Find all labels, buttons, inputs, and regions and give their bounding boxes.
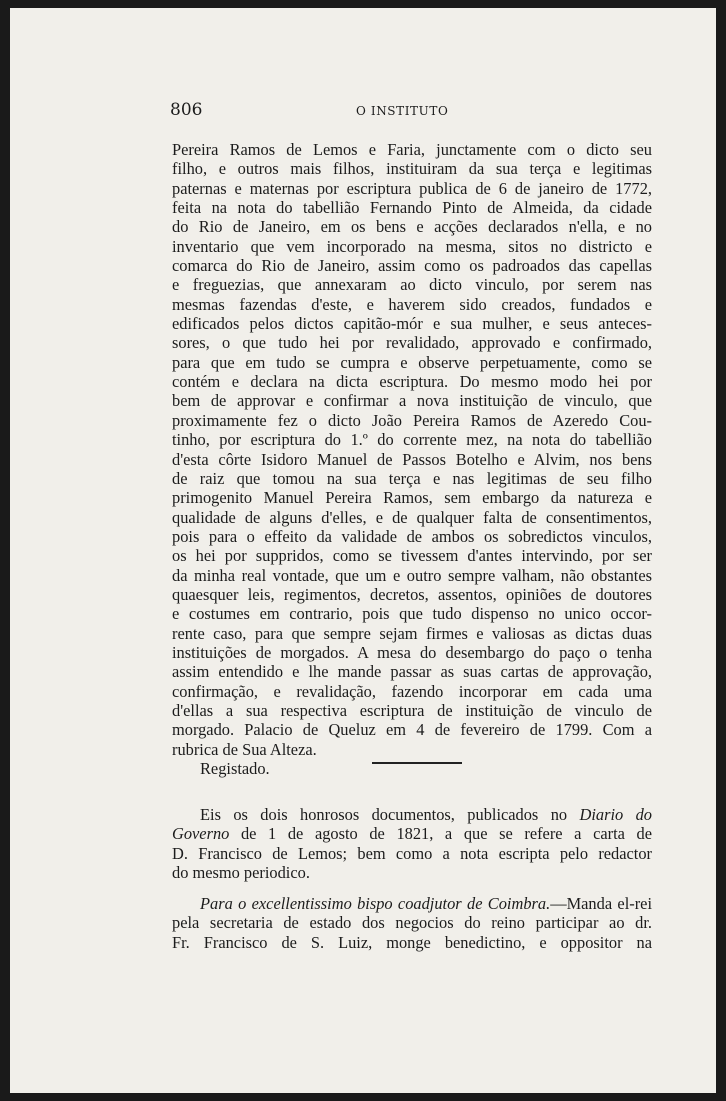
text-line: D. Francisco de Lemos; bem como a nota escripta pelo redactor bbox=[172, 843, 652, 863]
text-line: d'ellas a sua respectiva escriptura de instituição de vinculo de bbox=[172, 700, 652, 720]
text-line: edificados pelos dictos capitão-mór e sua mulher, e seus anteces- bbox=[172, 314, 652, 334]
text-line: inventario que vem incorporado na mesma, sitos no districto e bbox=[172, 236, 652, 256]
section-divider bbox=[372, 762, 462, 764]
text-line: assim entendido e lhe mande passar as suas cartas de approvação, bbox=[172, 662, 652, 682]
text-line: morgado. Palacio de Queluz em 4 de fevereiro de 1799. Com a bbox=[172, 720, 652, 740]
text-line: pela secretaria de estado dos negocios do reino participar ao dr. bbox=[172, 913, 652, 933]
paragraph-decree bbox=[172, 140, 652, 778]
text-line: contém e declara na dicta escriptura. Do mesmo modo hei por bbox=[172, 372, 652, 392]
text-line: confirmação, e revalidação, fazendo incorporar em cada uma bbox=[172, 681, 652, 701]
book-page bbox=[10, 8, 716, 1093]
text-line: rente caso, para que sempre sejam firmes e valiosas as dictas duas bbox=[172, 623, 652, 643]
page-number: 806 bbox=[170, 100, 203, 120]
text-line: os hei por suppridos, como se tivessem d'antes intervindo, por ser bbox=[172, 546, 652, 566]
text-line: instituições de morgados. A mesa do desembargo do paço o tenha bbox=[172, 642, 652, 662]
text-line: qualidade de alguns d'elles, e de qualquer falta de consentimentos, bbox=[172, 507, 652, 527]
text-line: Pereira Ramos de Lemos e Faria, junctamente com o dicto seu bbox=[172, 140, 652, 159]
text-line: Fr. Francisco de S. Luiz, monge benedictino, e oppositor na bbox=[172, 932, 652, 952]
text-line: do Rio de Janeiro, em os bens e acções declarados n'ella, e no bbox=[172, 217, 652, 237]
text-line: proximamente fez o dicto João Pereira Ramos de Azeredo Cou- bbox=[172, 410, 652, 430]
text-line: comarca do Rio de Janeiro, assim como os padroados das capellas bbox=[172, 256, 652, 276]
text-line: sores, o que tudo hei por revalidado, approvado e confirmado, bbox=[172, 333, 652, 353]
text-line: Para o excellentissimo bispo coadjutor de Coimbra.—Manda el-rei bbox=[200, 894, 652, 913]
text-line: tinho, por escriptura do 1.º do corrente mez, na nota do tabellião bbox=[172, 430, 652, 450]
text-line: mesmas fazendas d'este, e haverem sido creados, fundados e bbox=[172, 294, 652, 314]
text-line: Governo de 1 de agosto de 1821, a que se refere a carta de bbox=[172, 824, 652, 844]
running-head bbox=[10, 100, 716, 122]
text-line: de raiz que tomou na sua terça e nas legitimas de seu filho bbox=[172, 468, 652, 488]
text-line: da minha real vontade, que um e outro sempre valham, não obstantes bbox=[172, 565, 652, 585]
paragraph-editorial-note bbox=[172, 805, 652, 882]
text-line: Eis os dois honrosos documentos, publicados no Diario do bbox=[200, 805, 652, 824]
text-line: para que em tudo se cumpra e observe perpetuamente, como se bbox=[172, 352, 652, 372]
text-line: do mesmo periodico. bbox=[172, 863, 310, 883]
text-line: filho, e outros mais filhos, instituiram da sua terça e legitimas bbox=[172, 159, 652, 179]
text-line: e freguezias, que annexaram ao dicto vinculo, por serem nas bbox=[172, 275, 652, 295]
text-line: feita na nota do tabellião Fernando Pinto de Almeida, da cidade bbox=[172, 198, 652, 218]
text-line: primogenito Manuel Pereira Ramos, sem embargo da natureza e bbox=[172, 488, 652, 508]
text-line: e costumes em contrario, pois que tudo dispenso no unico occor- bbox=[172, 604, 652, 624]
running-title: O INSTITUTO bbox=[356, 104, 449, 118]
text-line: pois para o effeito da validade de ambos os sobredictos vinculos, bbox=[172, 526, 652, 546]
text-line: paternas e maternas por escriptura publica de 6 de janeiro de 1772, bbox=[172, 178, 652, 198]
registado-line: Registado. bbox=[200, 759, 270, 778]
paragraph-bispo bbox=[172, 894, 652, 952]
text-line: bem de approvar e confirmar a nova instituição de vinculo, que bbox=[172, 391, 652, 411]
text-line: d'esta côrte Isidoro Manuel de Passos Botelho e Alvim, nos bens bbox=[172, 449, 652, 469]
text-line: rubrica de Sua Alteza. bbox=[172, 739, 317, 759]
text-line: quaesquer leis, regimentos, decretos, assentos, opiniões de doutores bbox=[172, 584, 652, 604]
